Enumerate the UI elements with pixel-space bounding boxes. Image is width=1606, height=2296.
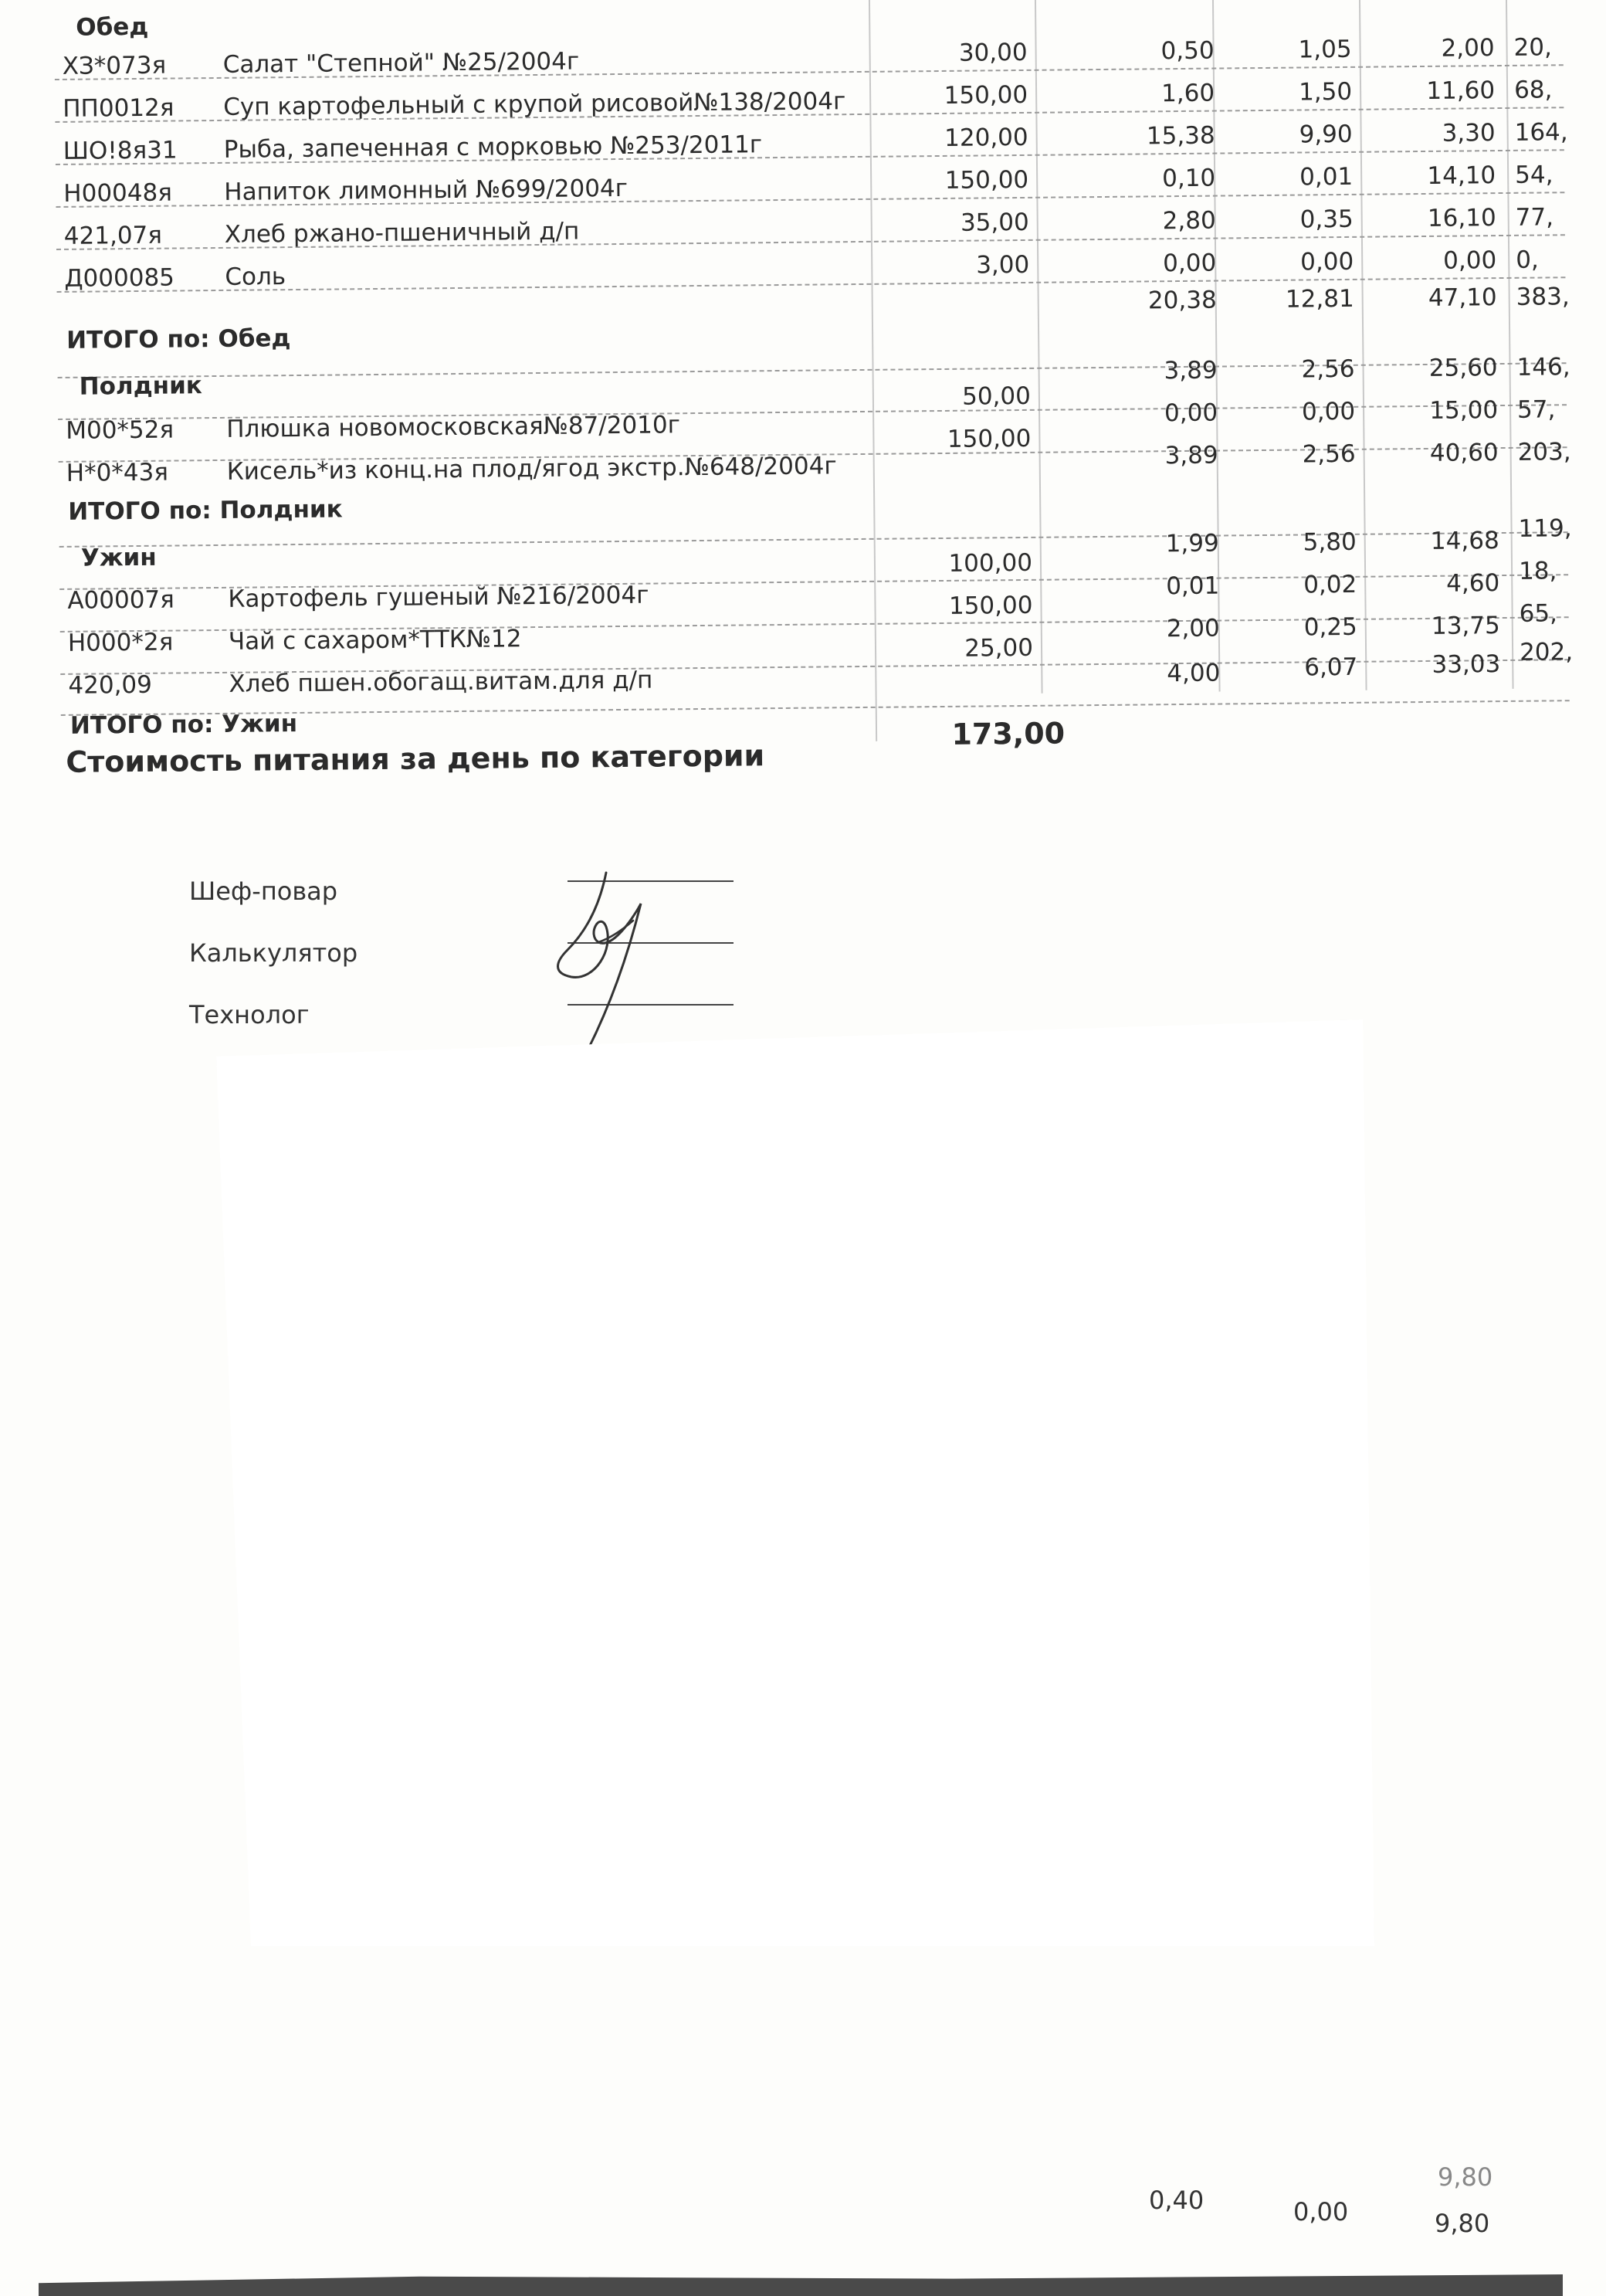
total-value: 202, <box>1519 638 1574 666</box>
row-value: 2,00 <box>1441 34 1495 63</box>
row-value: 77, <box>1515 203 1554 232</box>
row-value: 0,25 <box>1303 612 1357 642</box>
total-value: 12,81 <box>1285 284 1354 314</box>
row-value: 1,60 <box>1160 79 1215 108</box>
row-value: 0,10 <box>1161 164 1216 193</box>
row-value: 54, <box>1514 161 1553 189</box>
row-code: ПП0012я <box>63 93 174 123</box>
section-title-dinner: Ужин <box>80 543 157 572</box>
row-name: Хлеб ржано-пшеничный д/п <box>224 217 580 249</box>
row-value: 20, <box>1513 33 1553 62</box>
total-value: 20,38 <box>1147 286 1217 315</box>
section-sum: 2,56 <box>1301 354 1355 384</box>
row-qty: 150,00 <box>944 165 1029 195</box>
row-value: 1,50 <box>1298 77 1353 107</box>
row-qty: 3,00 <box>976 250 1030 280</box>
row-value: 9,90 <box>1299 120 1353 149</box>
row-value: 13,75 <box>1431 612 1500 640</box>
total-value: 47,10 <box>1428 283 1497 312</box>
scan-bottom-edge <box>39 2274 1563 2296</box>
column-divider <box>1035 0 1043 694</box>
row-value: 0,01 <box>1299 162 1354 192</box>
row-value: 0,02 <box>1303 570 1357 599</box>
row-value: 0,00 <box>1300 247 1354 276</box>
row-value: 0,00 <box>1301 397 1356 426</box>
column-divider <box>1506 0 1514 689</box>
total-value: 40,60 <box>1429 439 1499 467</box>
section-sum: 146, <box>1516 353 1570 382</box>
row-qty: 150,00 <box>948 591 1033 620</box>
row-name: Чай с сахаром*ТТК№12 <box>228 625 522 656</box>
section-sum: 1,99 <box>1165 529 1219 558</box>
section-sum: 119, <box>1518 514 1572 543</box>
row-value: 15,00 <box>1429 396 1499 425</box>
row-qty: 50,00 <box>961 382 1032 411</box>
row-value: 14,10 <box>1427 161 1496 190</box>
row-qty: 100,00 <box>948 548 1033 578</box>
row-name: Соль <box>225 263 286 291</box>
daily-cost-value: 173,00 <box>951 716 1066 751</box>
overlay-blank-sheet <box>216 1019 1374 1946</box>
bottom-value: 0,00 <box>1293 2197 1349 2226</box>
row-code: Н00048я <box>63 178 173 208</box>
chef-label: Шеф-повар <box>189 877 338 906</box>
row-qty: 35,00 <box>960 208 1029 237</box>
row-name: Салат "Степной" №25/2004г <box>222 47 580 79</box>
row-value: 0,00 <box>1164 398 1218 428</box>
section-title-lunch: Обед <box>76 12 149 42</box>
total-value: 4,00 <box>1167 659 1221 688</box>
row-value: 2,00 <box>1166 614 1220 643</box>
row-code: А00007я <box>67 585 175 615</box>
total-value: 383, <box>1516 283 1570 311</box>
calculator-label: Калькулятор <box>189 938 358 968</box>
section-sum: 3,89 <box>1164 356 1218 385</box>
row-qty: 25,00 <box>964 633 1034 663</box>
technologist-label: Технолог <box>189 1000 310 1029</box>
row-value: 1,05 <box>1298 35 1352 64</box>
row-code: Н000*2я <box>67 628 174 657</box>
row-name: Напиток лимонный №699/2004г <box>224 174 629 206</box>
row-name: Хлеб пшен.обогащ.витам.для д/п <box>229 666 653 698</box>
total-label-lunch: ИТОГО по: Обед <box>66 324 291 354</box>
daily-cost-label: Стоимость питания за день по категории <box>66 738 765 779</box>
row-value: 0,00 <box>1443 246 1497 275</box>
section-sum: 14,68 <box>1430 527 1499 555</box>
row-value: 4,60 <box>1446 569 1500 598</box>
column-divider <box>869 0 877 741</box>
row-value: 11,60 <box>1426 76 1496 105</box>
total-value: 2,56 <box>1302 439 1356 469</box>
row-value: 164, <box>1514 118 1568 147</box>
section-title-snack: Полдник <box>79 371 203 401</box>
bottom-value: 0,40 <box>1149 2186 1204 2215</box>
row-value: 65, <box>1519 599 1558 628</box>
row-code: 420,09 <box>68 670 153 700</box>
row-name: Рыба, запеченная с морковью №253/2011г <box>223 131 763 164</box>
row-qty: 120,00 <box>944 123 1028 152</box>
section-sum: 25,60 <box>1428 354 1498 382</box>
menu-table <box>54 0 1574 788</box>
row-value: 0,35 <box>1299 205 1354 234</box>
row-code: М00*52я <box>66 415 174 445</box>
row-code: 421,07я <box>63 221 163 250</box>
row-value: 0, <box>1516 246 1539 274</box>
bottom-value-ghost: 9,80 <box>1438 2162 1493 2192</box>
total-value: 33,03 <box>1432 650 1501 679</box>
total-value: 203, <box>1517 438 1571 466</box>
row-value: 0,01 <box>1166 571 1220 601</box>
row-name: Плюшка новомосковская№87/2010г <box>226 411 681 443</box>
total-label-dinner: ИТОГО по: Ужин <box>69 710 298 740</box>
row-value: 68, <box>1513 76 1553 104</box>
row-value: 3,30 <box>1442 119 1496 148</box>
section-sum: 5,80 <box>1303 527 1357 557</box>
row-qty: 30,00 <box>958 38 1028 67</box>
row-value: 2,80 <box>1162 206 1216 236</box>
row-value: 15,38 <box>1146 121 1215 151</box>
row-code: Д000085 <box>64 263 175 293</box>
row-name: Картофель гушеный №216/2004г <box>228 581 649 613</box>
column-divider <box>1359 0 1367 690</box>
total-value: 6,07 <box>1304 653 1358 682</box>
row-code: Н*0*43я <box>66 458 169 487</box>
row-value: 18, <box>1518 557 1557 585</box>
row-qty: 150,00 <box>944 80 1028 110</box>
row-value: 0,50 <box>1160 36 1215 66</box>
row-qty: 150,00 <box>947 424 1032 453</box>
row-code: ШО!8я31 <box>63 136 178 165</box>
total-label-snack: ИТОГО по: Полдник <box>68 495 343 526</box>
bottom-value: 9,80 <box>1435 2209 1490 2238</box>
row-value: 0,00 <box>1163 249 1217 278</box>
row-code: ХЗ*073я <box>62 51 167 80</box>
row-value: 57, <box>1516 395 1556 424</box>
row-value: 16,10 <box>1427 204 1496 232</box>
row-name: Кисель*из конц.на плод/ягод экстр.№648/2004г <box>226 452 837 486</box>
total-value: 3,89 <box>1164 441 1218 470</box>
row-name: Суп картофельный с крупой рисовой№138/2004г <box>223 87 846 121</box>
